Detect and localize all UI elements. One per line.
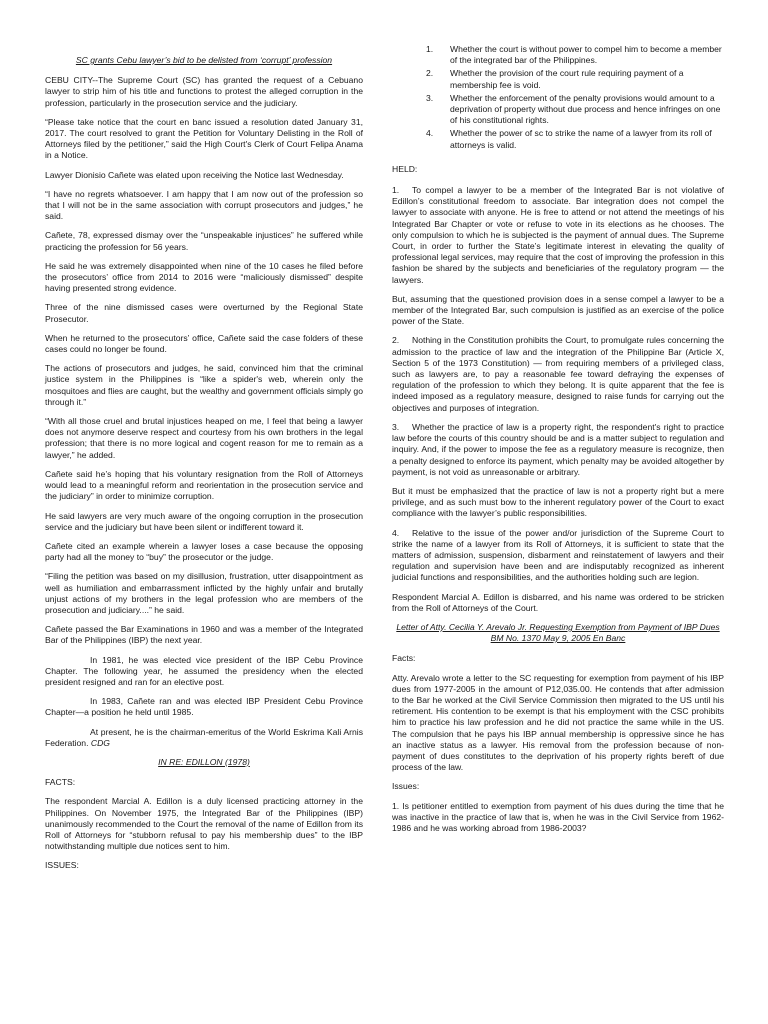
article-paragraph: “Filing the petition was based on my disillusion, frustration, utter disappointment as well as humiliation and embarrassment inflicted by the highly unfair and brutally unjust actions of my brothers in the legal profession who are members of the prosecution and judiciary....” he said. [45, 571, 363, 615]
article-paragraph-indented: In 1983, Cañete ran and was elected IBP President Cebu Province Chapter—a position he held until 1985. [45, 696, 363, 718]
issues-label: Issues: [392, 781, 420, 792]
left-column [45, 0, 363, 880]
author-initials: CDG [90, 737, 110, 748]
issue-text: Whether the provision of the court rule requiring payment of a membership fee is void. [450, 68, 684, 90]
held-text: To compel a lawyer to be a member of the Integrated Bar is not violative of Edillon’s constitutional freedom to associate. Bar integration does not compel the lawyer to associate with anyone. He is free to attend or not attend the meetings of his Integrated Bar Chapter or vote or refuse to vote in its elections as he chooses. The only compulsion to which he is subjected is the payment of annual dues. The Supreme Court, in order to further the State’s legitimate interest in elevating the quality of professional legal services, may require that the cost of improving the profession in this fashion be shared by the subjects and beneficiaries of the regulatory program — the lawyers. [392, 185, 724, 285]
facts-label: FACTS: [45, 777, 76, 788]
closing-text: At present, he is the chairman-emeritus of the World Eskrima Kali Arnis Federation. [45, 726, 363, 748]
issue-item [392, 128, 724, 150]
article-paragraph: “With all those cruel and brutal injustices heaped on me, I feel that being a lawyer does not anymore deserve respect and courtesy from his own brothers in the legal profession; that there is no more logical and cogent reason for me to remain as a lawyer,” he added. [45, 416, 363, 460]
issue-text: Whether the court is without power to compel him to become a member of the integrated bar of the Philippines. [450, 44, 722, 66]
held-paragraph: But it must be emphasized that the practice of law is not a property right but a mere privilege, and as such must bow to the inherent regulatory power of the Court to exact compliance with the lawyer’s public responsibilities. [392, 485, 724, 519]
held-text: Nothing in the Constitution prohibits the Court, to promulgate rules concerning the admission to the practice of law and the integration of the Philippine Bar (Article X, Section 5 of the 1973 Constitution) — from requiring members of a privileged class, such as lawyers are, to pay a reasonable fee toward defraying the expenses of regulation of the profession to which they belong. It is quite apparent that the fee is indeed imposed as a regulatory measure, designed to raise funds for carrying out the objectives and purposes of integration. [392, 335, 724, 413]
issues-label: ISSUES: [45, 860, 79, 871]
issue-number: 1. [426, 44, 434, 54]
held-number: 1. [392, 185, 400, 196]
held-text: Relative to the issue of the power and/or jurisdiction of the Supreme Court to strike the name of a lawyer from its Roll of Attorneys, it is sufficient to state that the matters of admission, suspension, disbarment and reinstatement of lawyers and their regulation and supervision have been and are indisputably recognized as inherent judicial functions and responsibilities, and the authorities holding such are legion. [392, 527, 724, 583]
issue-item [392, 68, 724, 90]
article-paragraph: Cañete, 78, expressed dismay over the “unspeakable injustices” he suffered while practicing the profession for 56 years. [45, 230, 363, 252]
held-label: HELD: [392, 163, 418, 174]
issue-number: 3. [426, 92, 434, 103]
article-paragraph: “Please take notice that the court en banc issued a resolution dated January 31, 2017. The court resolved to grant the Petition for Voluntary Delisting in the Roll of Attorneys filed by the petitioner,” said the High Court's Clerk of Court Felipa Anama in a Notice. [45, 116, 363, 161]
issue-item [392, 93, 724, 127]
article-paragraph: Cañete cited an example wherein a lawyer loses a case because the opposing party had all the money to “buy” the prosecutor or the judge. [45, 540, 363, 563]
article-paragraph: CEBU CITY--The Supreme Court (SC) has granted the request of a Cebuano lawyer to strip him of his title and functions to protest the alleged corruption in the profession, particularly in the prosecution service and the judiciary. [45, 75, 363, 108]
facts-label: Facts: [392, 653, 416, 664]
article-closing-paragraph [45, 727, 363, 749]
held-paragraph [392, 422, 724, 478]
article-paragraph: Cañete passed the Bar Examinations in 1960 and was a member of the Integrated Bar of the Philippines (IBP) the next year. [45, 624, 363, 646]
right-column [392, 0, 724, 842]
article-paragraph: Three of the nine dismissed cases were overturned by the Regional State Prosecutor. [45, 302, 363, 324]
article-paragraph: “I have no regrets whatsoever. I am happy that I am now out of the profession so that I will not be in the same association with corrupt prosecutors and judges,” he said. [45, 188, 363, 222]
article-paragraph: The actions of prosecutors and judges, he said, convinced him that the criminal justice system in the Philippines is “like a spider's web, wherein only the mosquitoes and flies are caught, but the wealthy and government officials simply go through it.” [45, 363, 363, 407]
held-number: 4. [392, 527, 400, 538]
letter-title: Letter of Atty. Cecilia Y. Arevalo Jr. Requesting Exemption from Payment of IBP Dues BM No. 1370 May 9, 2005 En Banc [396, 621, 720, 644]
article-paragraph: Lawyer Dionisio Cañete was elated upon receiving the Notice last Wednesday. [45, 169, 344, 180]
article-paragraph-indented: In 1981, he was elected vice president of the IBP Cebu Province Chapter. The following year, he assumed the presidency when the elected president resigned and ran for an elective post. [45, 654, 363, 687]
article-paragraph: Cañete said he’s hoping that his voluntary resignation from the Roll of Attorneys would lead to a meaningful reform and reorientation in the prosecution service and the judiciary” in order to minimize corruption. [45, 468, 363, 502]
issue-item [392, 44, 724, 66]
held-paragraph [392, 185, 724, 286]
held-paragraph [392, 528, 724, 584]
article-paragraph: When he returned to the prosecutors’ office, Cañete said the case folders of these cases could no longer be found. [45, 332, 363, 355]
issue-text: Whether the power of sc to strike the name of a lawyer from its roll of attorneys is valid. [450, 128, 712, 150]
held-paragraph [392, 335, 724, 413]
case-title: IN RE: EDILLON (1978) [158, 756, 250, 767]
issue-number: 2. [426, 68, 434, 79]
facts-text: The respondent Marcial A. Edillon is a duly licensed practicing attorney in the Philippines. On November 1975, the Integrated Bar of the Philippines (IBP) unanimously recommended to the Court the removal of the name of Edillon from its Roll of Attorneys for “stubborn refusal to pay his membership dues” to the IBP notwithstanding multiple due notices sent to him. [45, 796, 363, 852]
facts-text: Atty. Arevalo wrote a letter to the SC requesting for exemption from payment of his IBP dues from 1977-2005 in the amount of P12,035.00. He contends that after admission to the Bar he worked at the Civil Service Commission then migrated to the US until his retirement. His contention to be exempt is that his employment with the CSC prohibits him to practice his law profession and he did not practice the same while in the US. The compulsion that he pays his IBP annual membership is oppressive since he has an inactive status as a lawyer. His removal from the profession because of non-payment of dues constitutes to the deprivation of his property rights bereft of due process of the law. [392, 672, 724, 773]
held-paragraph: Respondent Marcial A. Edillon is disbarred, and his name was ordered to be stricken from the Roll of Attorneys of the Court. [392, 591, 724, 613]
issue-text: 1. Is petitioner entitled to exemption from payment of his dues during the time that he was inactive in the practice of law that is, when he was in the Civil Service from 1962-1986 and he was working abroad from 1986-2003? [392, 800, 724, 833]
issues-list [392, 44, 724, 151]
issue-text: Whether the enforcement of the penalty provisions would amount to a deprivation of property without due process and hence infringes on one of his constitutional rights. [450, 92, 721, 126]
held-paragraph: But, assuming that the questioned provision does in a sense compel a lawyer to be a member of the Integrated Bar, such compulsion is justified as an exercise of the police power of the State. [392, 293, 724, 327]
held-number: 3. [392, 421, 400, 432]
held-number: 2. [392, 335, 400, 346]
issue-number: 4. [426, 128, 434, 139]
article-title: SC grants Cebu lawyer’s bid to be delisted from ‘corrupt’ profession [75, 55, 333, 65]
article-paragraph: He said he was extremely disappointed when nine of the 10 cases he filed before the prosecutors’ office from 2014 to 2016 were “maliciously dismissed” despite having presented strong evidence. [45, 260, 363, 294]
held-text: Whether the practice of law is a property right, the respondent's right to practice law before the courts of this country should be and is a matter subject to regulation and inquiry. And, if the power to impose the fee as a regulatory measure is recognize, then a penalty designed to enforce its payment, which penalty may be avoided altogether by payment, is not void as unreasonable or arbitrary. [392, 421, 724, 477]
article-paragraph: He said lawyers are very much aware of the ongoing corruption in the prosecution service and the judiciary but have been silent or indifferent toward it. [45, 510, 363, 532]
